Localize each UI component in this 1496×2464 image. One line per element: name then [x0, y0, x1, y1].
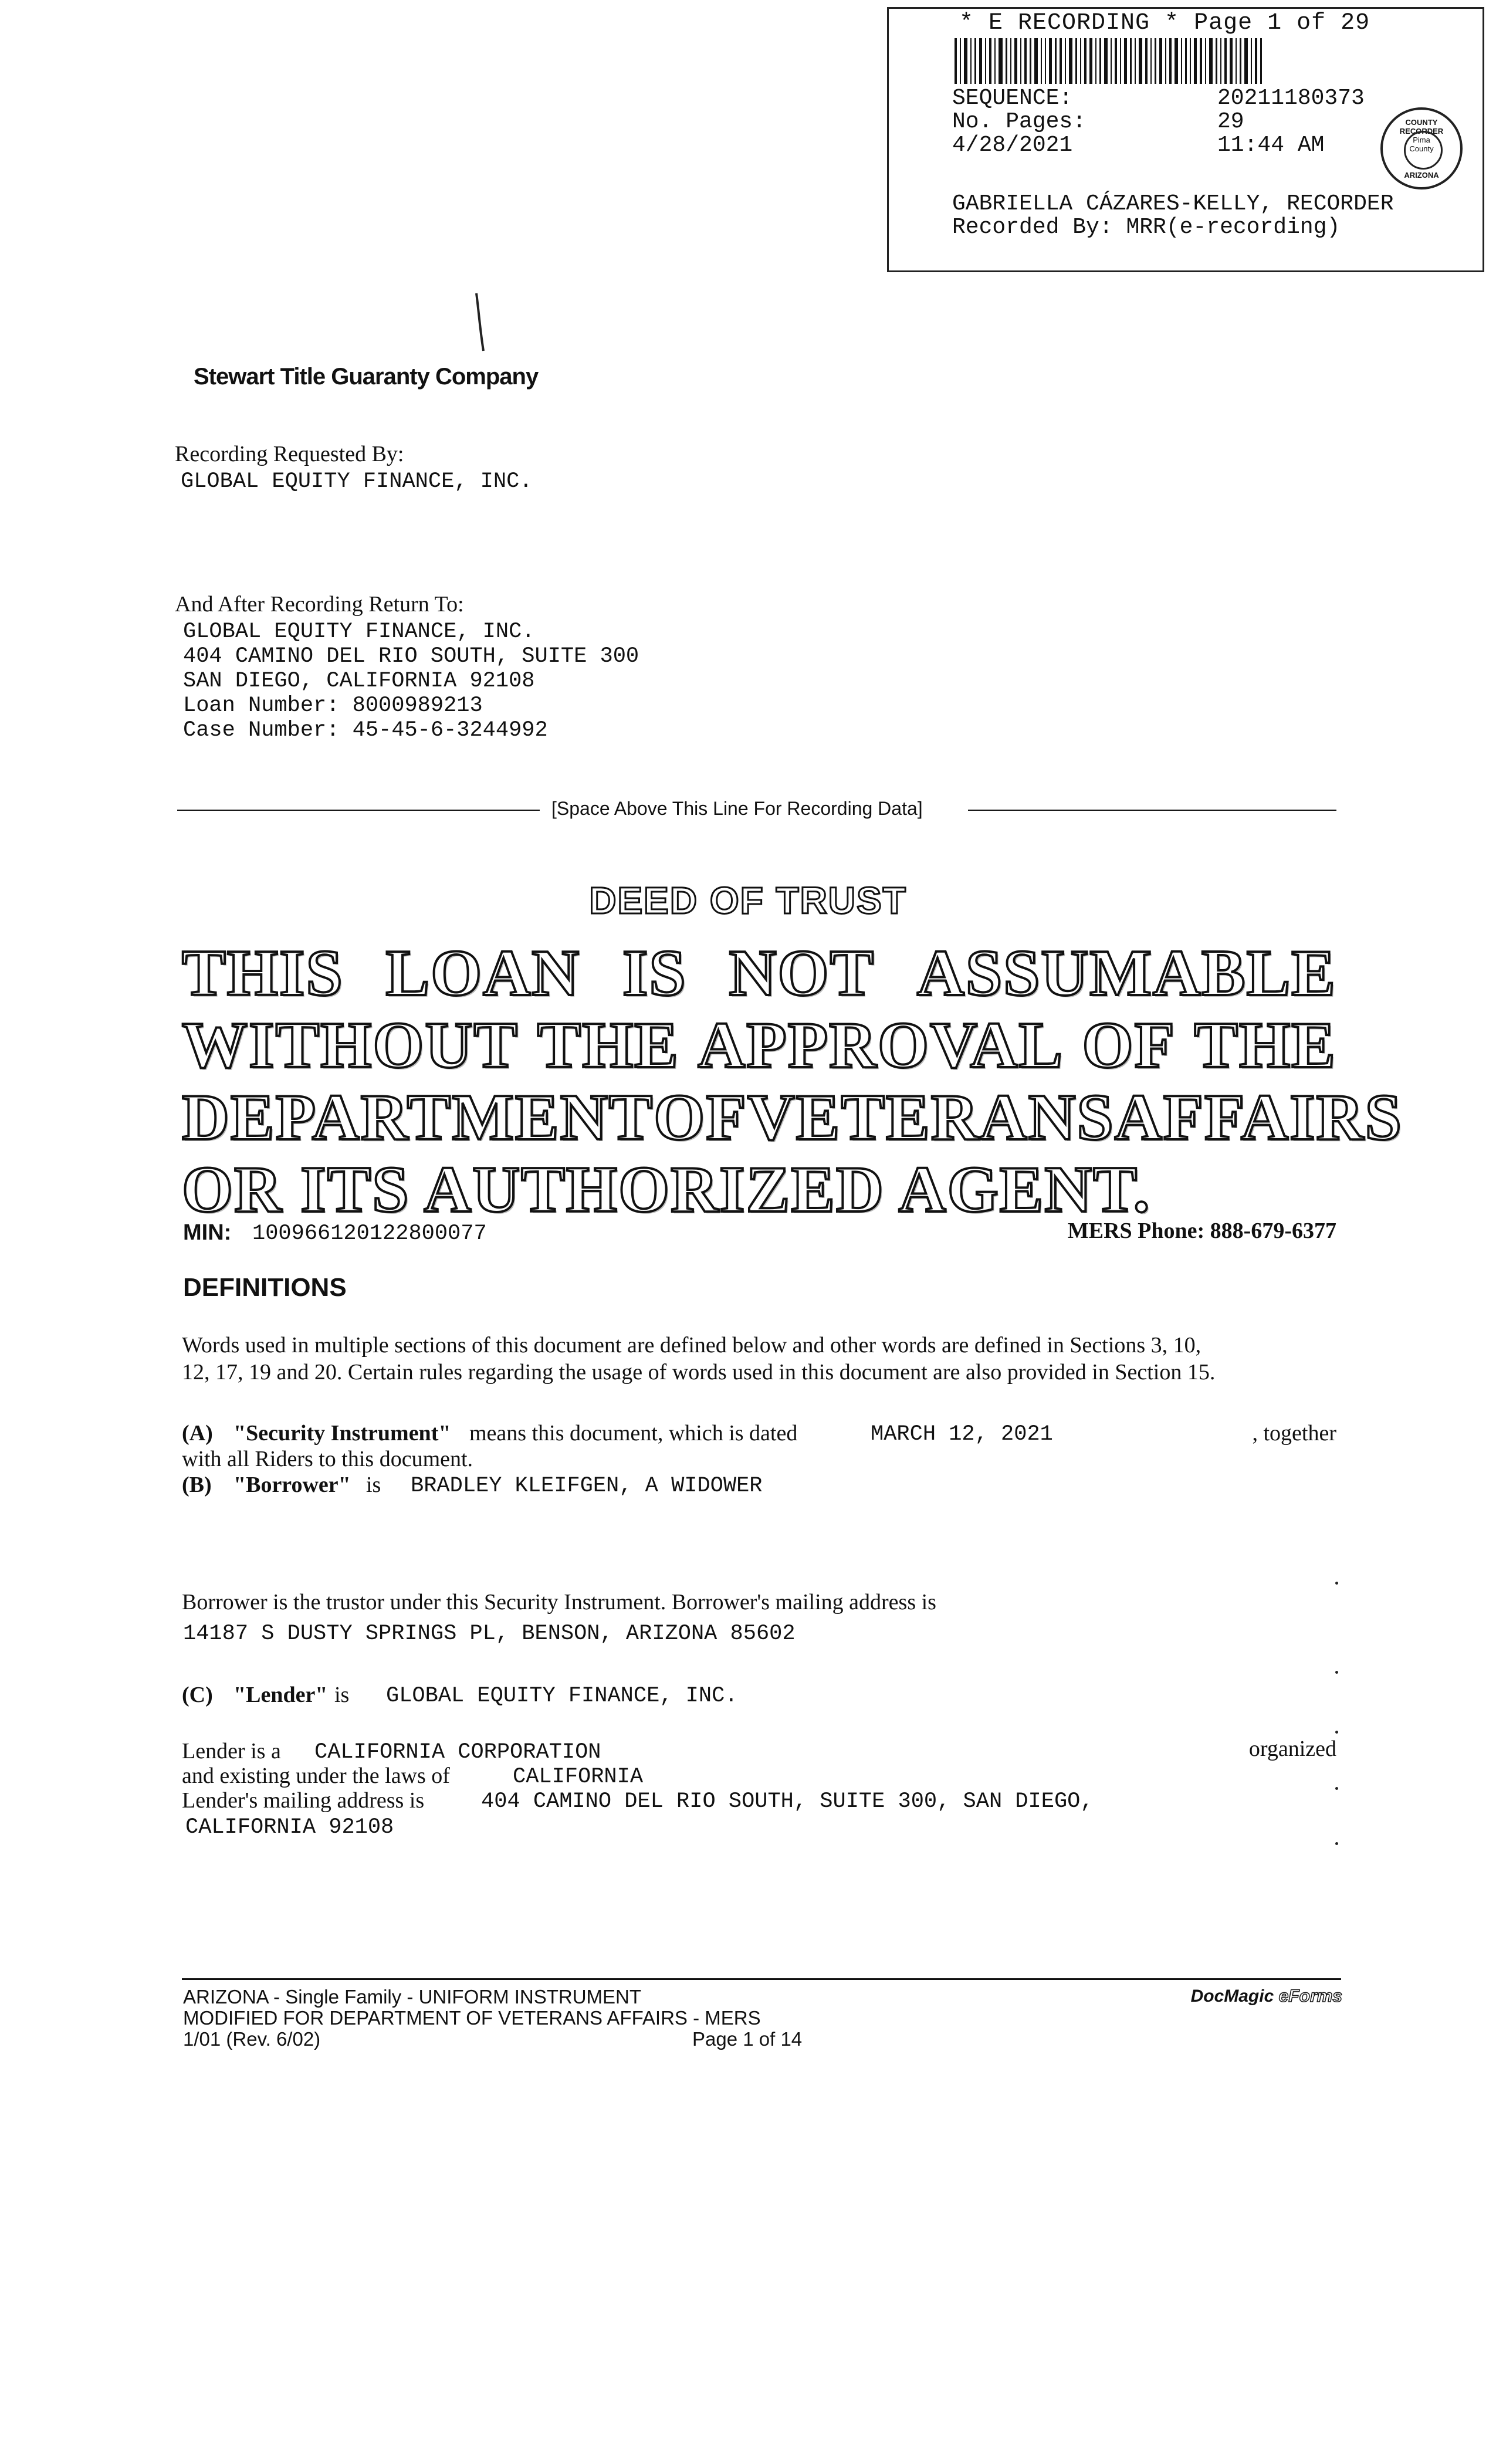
barcode-bar [1165, 38, 1166, 84]
borrower-name: BRADLEY KLEIFGEN, A WIDOWER [411, 1474, 763, 1498]
definitions-intro-line: Words used in multiple sections of this document are defined below and other words are defined in Sections 3, 10, [182, 1333, 1201, 1358]
borrower-trustor-text: Borrower is the trustor under this Security Instrument. Borrower's mailing address is [182, 1590, 936, 1615]
return-to-label: And After Recording Return To: [175, 592, 464, 617]
barcode-bar [1115, 38, 1117, 84]
sequence-label: SEQUENCE: [952, 86, 1073, 111]
barcode-bar [1175, 38, 1178, 84]
recording-divider-left [177, 810, 540, 811]
seal-center-text [1383, 136, 1460, 153]
barcode-bar [1034, 38, 1038, 84]
definition-a-riders: with all Riders to this document. [182, 1447, 473, 1471]
definition-c-term: "Lender" [233, 1683, 328, 1707]
footer-rule [182, 1978, 1341, 1980]
sequence-value: 20211180373 [1217, 86, 1365, 111]
return-to-line: SAN DIEGO, CALIFORNIA 92108 [183, 669, 535, 693]
footer-line: 1/01 (Rev. 6/02) [183, 2028, 321, 2050]
lender-name: GLOBAL EQUITY FINANCE, INC. [386, 1684, 738, 1708]
warning-line-2 [182, 1008, 1336, 1084]
barcode-bar [1089, 38, 1092, 84]
recording-header: * E RECORDING * Page 1 of 29 [959, 10, 1370, 36]
recorder-name: GABRIELLA CÁZARES-KELLY, RECORDER [952, 191, 1394, 216]
barcode-bar [989, 38, 991, 84]
recording-requested-label: Recording Requested By: [175, 442, 404, 466]
barcode-bar [1209, 38, 1213, 84]
warning-word: THE [537, 1009, 680, 1082]
handwritten-mark [463, 287, 499, 358]
barcode-bar [970, 38, 972, 84]
seal-center-line2: County [1409, 144, 1434, 153]
barcode-bar [1135, 38, 1136, 84]
barcode-bar [994, 38, 996, 84]
min-label: MIN: [183, 1220, 232, 1245]
lender-mailing-line2: CALIFORNIA 92108 [185, 1815, 394, 1840]
lender-mailing-line1: 404 CAMINO DEL RIO SOUTH, SUITE 300, SAN DIEGO, [481, 1789, 1094, 1814]
lender-mailing-label: Lender's mailing address is [182, 1788, 425, 1813]
lender-existing-under: and existing under the laws of [182, 1764, 450, 1788]
seal-bottom-text: ARIZONA [1404, 171, 1439, 180]
warning-line-3 [182, 1080, 1403, 1156]
barcode-bar [1244, 38, 1248, 84]
barcode-bar [1041, 38, 1042, 84]
barcode-bar [1120, 38, 1121, 84]
barcode-bar [1139, 38, 1142, 84]
barcode-bar [1169, 38, 1172, 84]
case-number: Case Number: 45-45-6-3244992 [183, 718, 548, 743]
barcode-bar [955, 38, 957, 84]
return-to-line: 404 CAMINO DEL RIO SOUTH, SUITE 300 [183, 644, 639, 669]
barcode-bar [1251, 38, 1252, 84]
barcode-bar [974, 38, 976, 84]
warning-line-4 [182, 1152, 1336, 1228]
barcode-bar [1020, 38, 1021, 84]
loan-number: Loan Number: 8000989213 [183, 693, 483, 718]
docmagic-logo-text: DocMagic [1190, 1986, 1274, 2006]
barcode-bar [979, 38, 982, 84]
eforms-logo-text: eForms [1278, 1986, 1342, 2006]
seal-center-line1: Pima [1413, 136, 1430, 144]
lender-organized: organized [1248, 1737, 1336, 1761]
barcode-bar [1230, 38, 1233, 84]
footer-form-info [183, 1986, 761, 2050]
barcode-bar [1205, 38, 1206, 84]
space-above-line-note: [Space Above This Line For Recording Data] [551, 798, 923, 819]
warning-word: WITHOUT [182, 1009, 519, 1082]
definitions-intro [182, 1332, 1215, 1386]
barcode-bar [1024, 38, 1027, 84]
barcode-bar [1224, 38, 1227, 84]
min-value: 100966120122800077 [252, 1221, 487, 1246]
pages-value: 29 [1217, 109, 1244, 134]
definition-a-term: "Security Instrument" [233, 1421, 451, 1446]
warning-word: IS [622, 937, 687, 1010]
barcode-bar [1095, 38, 1096, 84]
borrower-address: 14187 S DUSTY SPRINGS PL, BENSON, ARIZONA 85602 [183, 1622, 796, 1646]
margin-dot [1335, 1842, 1338, 1845]
definition-a-together: , together [1252, 1421, 1336, 1446]
barcode-bar [1111, 38, 1112, 84]
warning-word: THE [1194, 1009, 1336, 1082]
barcode-bar [1049, 38, 1052, 84]
definitions-intro-line: 12, 17, 19 and 20. Certain rules regarding the usage of words used in this document are also provided in Section 15. [182, 1360, 1216, 1385]
barcode-bar [1145, 38, 1148, 84]
footer-line: ARIZONA - Single Family - UNIFORM INSTRUMENT [183, 1986, 642, 2008]
barcode-bar [1236, 38, 1237, 84]
warning-word: DEPARTMENT [182, 1081, 654, 1154]
warning-word: NOT [729, 937, 875, 1010]
definition-a-label: (A) [182, 1421, 213, 1446]
barcode-bar [1216, 38, 1217, 84]
barcode-bar [1255, 38, 1257, 84]
barcode-bar [1194, 38, 1197, 84]
title-company: Stewart Title Guaranty Company [194, 364, 539, 390]
lender-is-a: Lender is a [182, 1739, 281, 1764]
assumption-warning [182, 936, 1403, 1228]
lender-entity-type: CALIFORNIA CORPORATION [314, 1740, 601, 1765]
barcode-bar [1069, 38, 1072, 84]
seal-top-text: COUNTY RECORDER [1399, 118, 1444, 136]
recording-requested-name: GLOBAL EQUITY FINANCE, INC. [181, 469, 533, 494]
barcode-bar [964, 38, 967, 84]
recording-stamp [887, 7, 1484, 272]
definition-b-label: (B) [182, 1473, 212, 1497]
definition-a-text: means this document, which is dated [469, 1421, 798, 1446]
docmagic-logo [1191, 1986, 1342, 2006]
margin-dot [1335, 1787, 1338, 1790]
lender-state: CALIFORNIA [513, 1765, 644, 1789]
definition-b-term: "Borrower" [233, 1473, 351, 1497]
warning-word: AFFAIRS [1114, 1081, 1403, 1154]
recording-date: 4/28/2021 [952, 133, 1073, 158]
margin-dot [1335, 1582, 1338, 1585]
barcode-bar [1155, 38, 1156, 84]
barcode-bar [1181, 38, 1182, 84]
footer-page-number: Page 1 of 14 [692, 2028, 803, 2050]
barcode-bar [1200, 38, 1202, 84]
warning-word: OF [1082, 1009, 1176, 1082]
warning-word: VETERANS [747, 1081, 1115, 1154]
warning-line-4-text: OR ITS AUTHORIZED AGENT. [182, 1153, 1151, 1226]
definition-c-is: is [334, 1683, 350, 1707]
barcode-bar [1185, 38, 1187, 84]
recording-divider-right [968, 810, 1336, 811]
barcode-bar [1130, 38, 1132, 84]
barcode-bar [1124, 38, 1127, 84]
warning-word: THIS [182, 937, 344, 1010]
barcode-bar [1014, 38, 1017, 84]
barcode-bar [1104, 38, 1108, 84]
county-recorder-seal [1380, 107, 1463, 189]
document-title: DEED OF TRUST [589, 879, 907, 922]
margin-dot [1335, 1671, 1338, 1674]
barcode-bar [960, 38, 961, 84]
barcode-bar [1055, 38, 1057, 84]
barcode-bar [1065, 38, 1066, 84]
barcode-bar [999, 38, 1003, 84]
footer-line: MODIFIED FOR DEPARTMENT OF VETERANS AFFAIRS - MERS [183, 2007, 761, 2029]
barcode-bar [1080, 38, 1081, 84]
barcode-bar [1084, 38, 1087, 84]
barcode-bar [1240, 38, 1241, 84]
barcode-bar [1045, 38, 1046, 84]
barcode-bar [1060, 38, 1062, 84]
warning-word: APPROVAL [698, 1009, 1064, 1082]
security-instrument-date: MARCH 12, 2021 [871, 1422, 1053, 1447]
recording-time: 11:44 AM [1217, 133, 1325, 158]
barcode-bar [1150, 38, 1152, 84]
barcode-bar [1075, 38, 1077, 84]
warning-word: LOAN [385, 937, 581, 1010]
barcode-bar [1099, 38, 1101, 84]
definition-c-label: (C) [182, 1683, 213, 1707]
definitions-heading: DEFINITIONS [183, 1273, 347, 1302]
warning-word: OF [654, 1081, 747, 1154]
barcode [955, 38, 1471, 84]
barcode-bar [1190, 38, 1191, 84]
definition-b-is: is [366, 1473, 381, 1497]
barcode-bar [1220, 38, 1221, 84]
barcode-bar [985, 38, 986, 84]
barcode-bar [1006, 38, 1007, 84]
barcode-bar [1030, 38, 1031, 84]
return-to-address [183, 620, 639, 743]
return-to-line: GLOBAL EQUITY FINANCE, INC. [183, 620, 535, 644]
barcode-bar [1260, 38, 1262, 84]
pages-label: No. Pages: [952, 109, 1087, 134]
warning-line-1 [182, 936, 1336, 1011]
recorded-by: Recorded By: MRR(e-recording) [952, 215, 1341, 240]
barcode-bar [1159, 38, 1162, 84]
warning-word: ASSUMABLE [916, 937, 1336, 1010]
barcode-bar [1010, 38, 1011, 84]
margin-dot [1335, 1731, 1338, 1734]
mers-phone: MERS Phone: 888-679-6377 [1067, 1219, 1336, 1243]
